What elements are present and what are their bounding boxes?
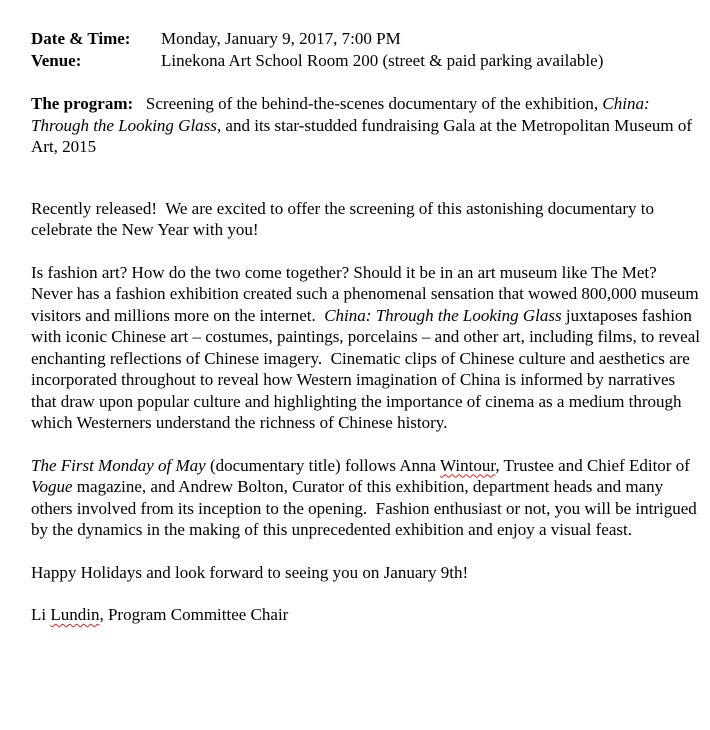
documentary-text-2: , Trustee and Chief Editor of (495, 455, 695, 475)
documentary-text-3: magazine, and Andrew Bolton, Curator of this exhibition, department heads and many others involved from its inception to the opening. Fashion enthusiast or not, you will be intrigued by the dynamics in the making of this unprecedented exhibition and enjoy a visual feast. (31, 477, 701, 539)
fashion-exhibition-title: China: Through the Looking Glass (324, 305, 562, 325)
released-paragraph: Recently released! We are excited to offer the screening of this astonishing documentary to celebrate the New Year with you! (31, 198, 659, 239)
date-time-label: Date & Time: (31, 29, 131, 48)
documentary-title: The First Monday of May (31, 455, 206, 475)
document-body (31, 28, 705, 626)
date-time-value: Monday, January 9, 2017, 7:00 PM (161, 29, 401, 48)
fashion-text-2: juxtaposes fashion with iconic Chinese art – costumes, paintings, porcelains – and other art, including films, to reveal enchanting reflections of Chinese imagery. Cinematic clips of Chinese culture and aesthetics are incorporated throughout to reveal how Western imagination of China is informed by narratives that draw upon popular culture and highlighting the importance of cinema as a medium through which Westerners understand the richness of Chinese history. (31, 305, 705, 432)
documentary-text-1: (documentary title) follows Anna (205, 455, 441, 475)
program-text-2: and its star-studded fundraising Gala at the Metropolitan Museum of Art, 2015 (31, 115, 696, 156)
wintour-name: Wintour (440, 455, 496, 475)
fashion-paragraph (31, 262, 705, 434)
venue-row (31, 50, 701, 72)
signature-line (31, 604, 701, 626)
venue-label: Venue: (31, 50, 82, 70)
venue-value: Linekona Art School Room 200 (street & paid parking available) (161, 50, 604, 70)
fashion-text-1: Is fashion art? How do the two come together? Should it be in an art museum like The Met? Never has a fashion exhibition created such a phenomenal sensation that wowed 800,000 museum visitors and millions more on the internet. (31, 262, 703, 325)
program-text-1: Screening of the behind-the-scenes documentary of the exhibition, (133, 94, 603, 113)
signature-role: , Program Committee Chair (99, 605, 289, 624)
documentary-paragraph (31, 455, 701, 541)
vogue-title: Vogue (31, 477, 73, 496)
date-time-row (31, 28, 701, 50)
holidays-paragraph: Happy Holidays and look forward to seeing you on January 9th! (31, 562, 469, 582)
program-label: The program: (31, 94, 134, 113)
signature-last-name: Lundin (50, 605, 100, 624)
program-exhibition-title: China: Through the Looking Glass, (31, 94, 654, 135)
program-paragraph (31, 93, 701, 158)
signature-first-name: Li (31, 605, 51, 624)
